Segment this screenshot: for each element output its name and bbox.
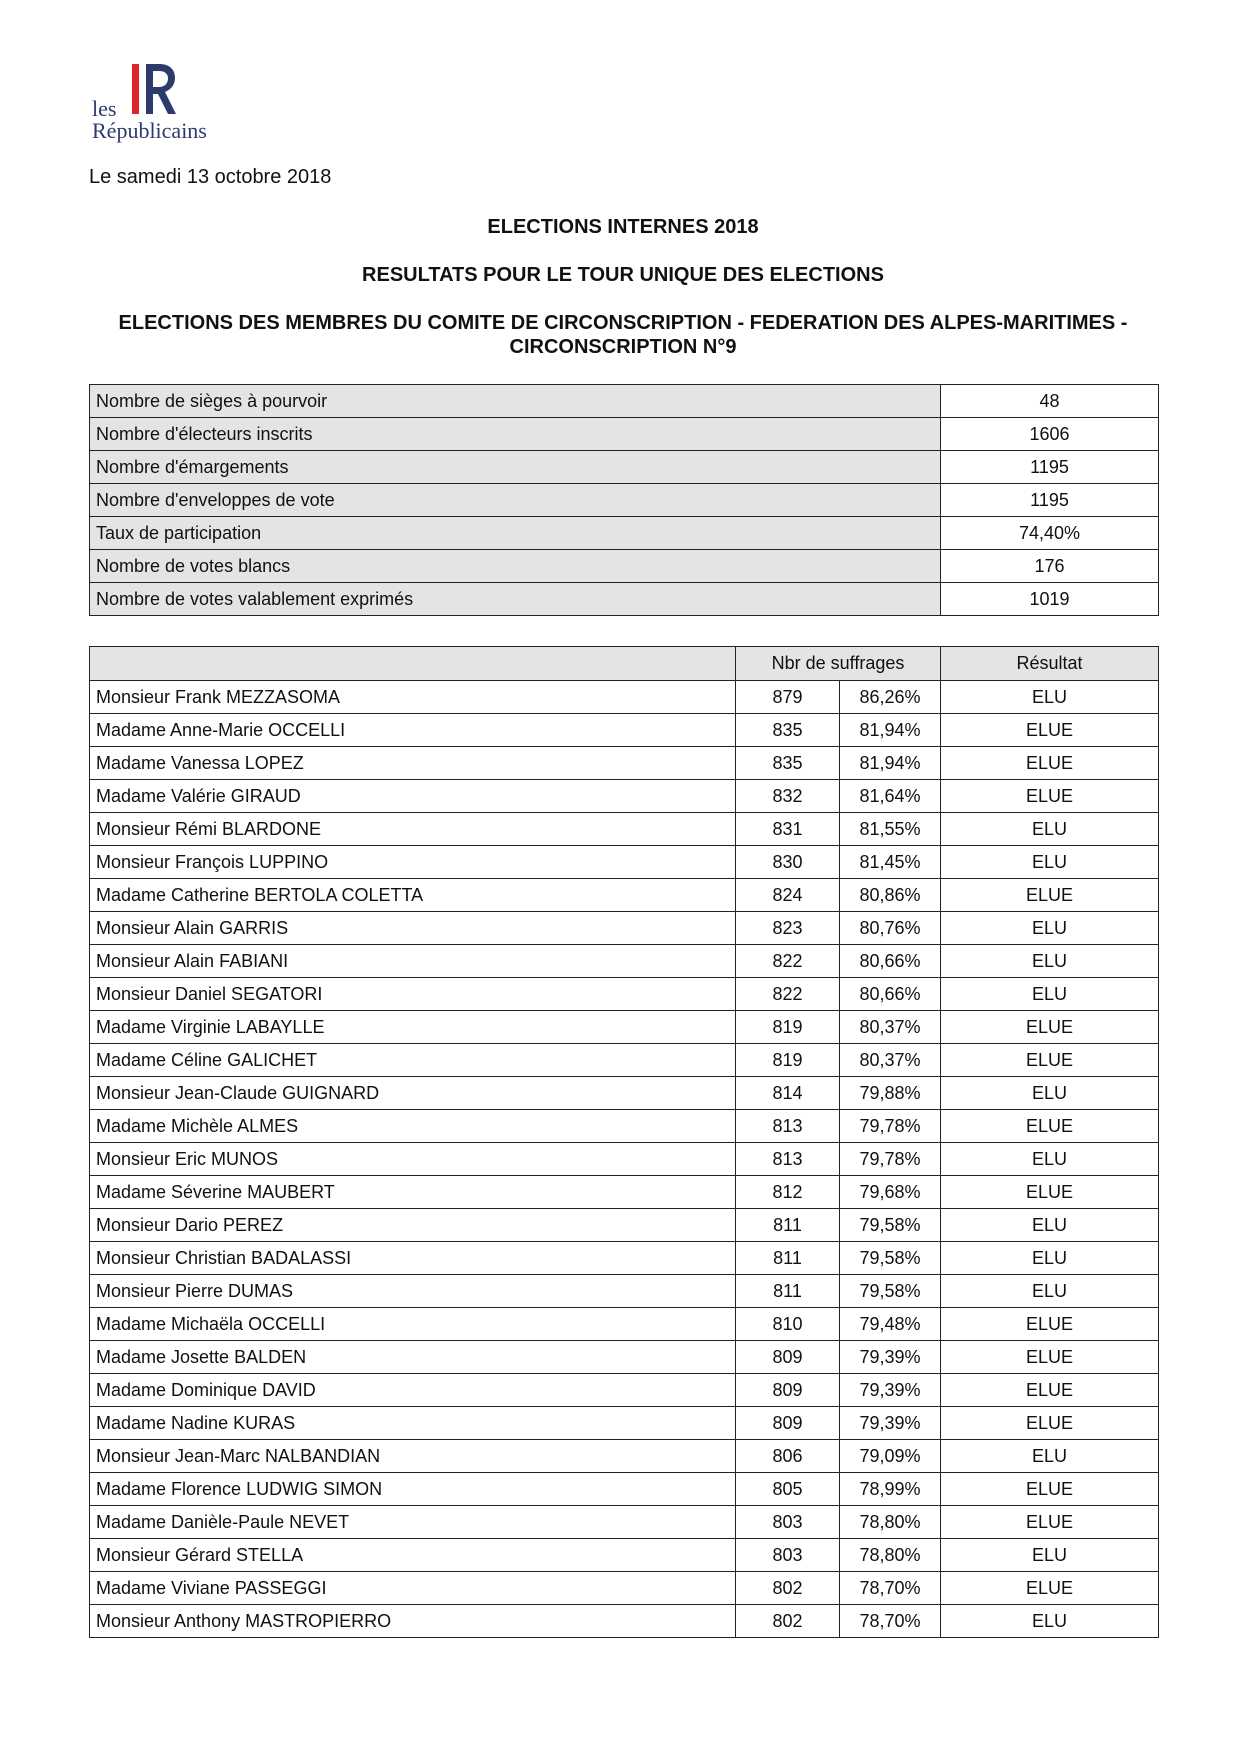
vote-count: 813 bbox=[736, 1143, 840, 1176]
table-row bbox=[90, 1044, 1159, 1077]
vote-percentage: 80,76% bbox=[840, 912, 941, 945]
vote-percentage: 80,66% bbox=[840, 945, 941, 978]
vote-percentage: 78,99% bbox=[840, 1473, 941, 1506]
vote-percentage: 78,80% bbox=[840, 1506, 941, 1539]
vote-percentage: 79,39% bbox=[840, 1374, 941, 1407]
header-votes: Nbr de suffrages bbox=[736, 647, 941, 681]
table-row bbox=[90, 912, 1159, 945]
vote-count: 811 bbox=[736, 1209, 840, 1242]
election-result: ELUE bbox=[941, 747, 1159, 780]
election-result: ELU bbox=[941, 1077, 1159, 1110]
stat-label: Nombre d'électeurs inscrits bbox=[90, 418, 941, 451]
stats-row bbox=[90, 550, 1159, 583]
candidate-name: Monsieur Daniel SEGATORI bbox=[90, 978, 736, 1011]
vote-count: 805 bbox=[736, 1473, 840, 1506]
election-result: ELU bbox=[941, 945, 1159, 978]
vote-percentage: 81,64% bbox=[840, 780, 941, 813]
election-result: ELUE bbox=[941, 1341, 1159, 1374]
table-row bbox=[90, 1110, 1159, 1143]
election-result: ELU bbox=[941, 1143, 1159, 1176]
vote-count: 823 bbox=[736, 912, 840, 945]
candidate-name: Monsieur Pierre DUMAS bbox=[90, 1275, 736, 1308]
stat-label: Nombre d'enveloppes de vote bbox=[90, 484, 941, 517]
candidate-name: Monsieur Alain GARRIS bbox=[90, 912, 736, 945]
candidate-name: Madame Vanessa LOPEZ bbox=[90, 747, 736, 780]
table-row bbox=[90, 1473, 1159, 1506]
table-row bbox=[90, 846, 1159, 879]
table-row bbox=[90, 1077, 1159, 1110]
vote-count: 824 bbox=[736, 879, 840, 912]
candidate-name: Madame Catherine BERTOLA COLETTA bbox=[90, 879, 736, 912]
stat-label: Taux de participation bbox=[90, 517, 941, 550]
vote-count: 819 bbox=[736, 1011, 840, 1044]
date-line: Le samedi 13 octobre 2018 bbox=[89, 166, 332, 188]
vote-count: 832 bbox=[736, 780, 840, 813]
table-row bbox=[90, 747, 1159, 780]
candidate-name: Madame Florence LUDWIG SIMON bbox=[90, 1473, 736, 1506]
vote-percentage: 79,78% bbox=[840, 1143, 941, 1176]
candidate-name: Monsieur Jean-Marc NALBANDIAN bbox=[90, 1440, 736, 1473]
candidate-name: Madame Anne-Marie OCCELLI bbox=[90, 714, 736, 747]
vote-percentage: 79,88% bbox=[840, 1077, 941, 1110]
vote-percentage: 81,94% bbox=[840, 714, 941, 747]
election-result: ELU bbox=[941, 1209, 1159, 1242]
election-result: ELU bbox=[941, 681, 1159, 714]
vote-percentage: 79,58% bbox=[840, 1242, 941, 1275]
candidate-name: Madame Josette BALDEN bbox=[90, 1341, 736, 1374]
table-row bbox=[90, 978, 1159, 1011]
vote-percentage: 79,58% bbox=[840, 1275, 941, 1308]
vote-percentage: 80,66% bbox=[840, 978, 941, 1011]
results-table bbox=[89, 646, 1159, 1638]
candidate-name: Monsieur Jean-Claude GUIGNARD bbox=[90, 1077, 736, 1110]
stat-label: Nombre d'émargements bbox=[90, 451, 941, 484]
candidate-name: Madame Séverine MAUBERT bbox=[90, 1176, 736, 1209]
table-row bbox=[90, 1341, 1159, 1374]
election-result: ELUE bbox=[941, 1011, 1159, 1044]
election-result: ELU bbox=[941, 912, 1159, 945]
table-row bbox=[90, 1440, 1159, 1473]
table-row bbox=[90, 879, 1159, 912]
table-row bbox=[90, 1506, 1159, 1539]
table-row bbox=[90, 1605, 1159, 1638]
vote-count: 810 bbox=[736, 1308, 840, 1341]
candidate-name: Madame Nadine KURAS bbox=[90, 1407, 736, 1440]
candidate-name: Madame Céline GALICHET bbox=[90, 1044, 736, 1077]
vote-count: 814 bbox=[736, 1077, 840, 1110]
vote-count: 802 bbox=[736, 1605, 840, 1638]
vote-count: 809 bbox=[736, 1407, 840, 1440]
table-row bbox=[90, 1143, 1159, 1176]
election-result: ELUE bbox=[941, 1374, 1159, 1407]
candidate-name: Madame Valérie GIRAUD bbox=[90, 780, 736, 813]
election-result: ELUE bbox=[941, 1407, 1159, 1440]
election-result: ELUE bbox=[941, 1473, 1159, 1506]
document-title: ELECTIONS INTERNES 2018 bbox=[487, 216, 759, 238]
candidate-name: Madame Dominique DAVID bbox=[90, 1374, 736, 1407]
vote-count: 803 bbox=[736, 1506, 840, 1539]
table-row bbox=[90, 1539, 1159, 1572]
election-result: ELU bbox=[941, 813, 1159, 846]
vote-count: 811 bbox=[736, 1275, 840, 1308]
election-result: ELUE bbox=[941, 1308, 1159, 1341]
election-description-line-1: ELECTIONS DES MEMBRES DU COMITE DE CIRCONSCRIPTION - FEDERATION DES ALPES-MARITIMES - bbox=[118, 312, 1128, 334]
logo-text-les: les bbox=[92, 96, 117, 121]
table-row bbox=[90, 681, 1159, 714]
vote-percentage: 78,80% bbox=[840, 1539, 941, 1572]
candidate-name: Monsieur François LUPPINO bbox=[90, 846, 736, 879]
vote-count: 835 bbox=[736, 747, 840, 780]
stats-row bbox=[90, 385, 1159, 418]
candidate-name: Monsieur Eric MUNOS bbox=[90, 1143, 736, 1176]
candidate-name: Monsieur Gérard STELLA bbox=[90, 1539, 736, 1572]
vote-count: 835 bbox=[736, 714, 840, 747]
election-result: ELUE bbox=[941, 714, 1159, 747]
les-republicains-logo bbox=[88, 58, 228, 148]
vote-percentage: 78,70% bbox=[840, 1572, 941, 1605]
election-result: ELU bbox=[941, 1605, 1159, 1638]
table-row bbox=[90, 780, 1159, 813]
vote-percentage: 79,39% bbox=[840, 1341, 941, 1374]
candidate-name: Monsieur Frank MEZZASOMA bbox=[90, 681, 736, 714]
stat-value: 1019 bbox=[941, 583, 1159, 616]
stat-label: Nombre de sièges à pourvoir bbox=[90, 385, 941, 418]
candidate-name: Monsieur Dario PEREZ bbox=[90, 1209, 736, 1242]
stat-value: 1195 bbox=[941, 451, 1159, 484]
logo-text-republicains: Républicains bbox=[92, 118, 207, 143]
candidate-name: Madame Michaëla OCCELLI bbox=[90, 1308, 736, 1341]
candidate-name: Monsieur Anthony MASTROPIERRO bbox=[90, 1605, 736, 1638]
table-row bbox=[90, 1176, 1159, 1209]
stat-label: Nombre de votes valablement exprimés bbox=[90, 583, 941, 616]
stats-row bbox=[90, 451, 1159, 484]
table-row bbox=[90, 1374, 1159, 1407]
stats-row bbox=[90, 517, 1159, 550]
vote-count: 806 bbox=[736, 1440, 840, 1473]
vote-count: 802 bbox=[736, 1572, 840, 1605]
vote-percentage: 79,48% bbox=[840, 1308, 941, 1341]
vote-percentage: 79,09% bbox=[840, 1440, 941, 1473]
results-header-row bbox=[90, 647, 1159, 681]
election-result: ELU bbox=[941, 1440, 1159, 1473]
candidate-name: Monsieur Rémi BLARDONE bbox=[90, 813, 736, 846]
stat-value: 74,40% bbox=[941, 517, 1159, 550]
table-row bbox=[90, 714, 1159, 747]
document-subtitle: RESULTATS POUR LE TOUR UNIQUE DES ELECTIONS bbox=[362, 264, 884, 286]
vote-percentage: 80,37% bbox=[840, 1044, 941, 1077]
election-result: ELU bbox=[941, 1275, 1159, 1308]
lr-monogram-icon bbox=[130, 62, 180, 118]
stat-value: 176 bbox=[941, 550, 1159, 583]
election-result: ELUE bbox=[941, 1110, 1159, 1143]
vote-percentage: 80,37% bbox=[840, 1011, 941, 1044]
summary-stats-table bbox=[89, 384, 1159, 616]
vote-count: 812 bbox=[736, 1176, 840, 1209]
candidate-name: Madame Virginie LABAYLLE bbox=[90, 1011, 736, 1044]
election-result: ELU bbox=[941, 978, 1159, 1011]
table-row bbox=[90, 1011, 1159, 1044]
vote-count: 879 bbox=[736, 681, 840, 714]
vote-percentage: 79,58% bbox=[840, 1209, 941, 1242]
stat-label: Nombre de votes blancs bbox=[90, 550, 941, 583]
candidate-name: Monsieur Alain FABIANI bbox=[90, 945, 736, 978]
vote-count: 803 bbox=[736, 1539, 840, 1572]
election-description bbox=[89, 311, 1157, 359]
header-candidate bbox=[90, 647, 736, 681]
table-row bbox=[90, 1275, 1159, 1308]
vote-percentage: 81,55% bbox=[840, 813, 941, 846]
stat-value: 1195 bbox=[941, 484, 1159, 517]
election-result: ELUE bbox=[941, 1506, 1159, 1539]
vote-count: 822 bbox=[736, 978, 840, 1011]
vote-count: 819 bbox=[736, 1044, 840, 1077]
election-result: ELUE bbox=[941, 780, 1159, 813]
vote-percentage: 78,70% bbox=[840, 1605, 941, 1638]
vote-percentage: 80,86% bbox=[840, 879, 941, 912]
table-row bbox=[90, 1407, 1159, 1440]
table-row bbox=[90, 813, 1159, 846]
candidate-name: Madame Danièle-Paule NEVET bbox=[90, 1506, 736, 1539]
election-description-line-2: CIRCONSCRIPTION N°9 bbox=[509, 336, 737, 358]
vote-count: 809 bbox=[736, 1374, 840, 1407]
vote-percentage: 81,94% bbox=[840, 747, 941, 780]
vote-percentage: 79,68% bbox=[840, 1176, 941, 1209]
table-row bbox=[90, 1308, 1159, 1341]
vote-count: 813 bbox=[736, 1110, 840, 1143]
candidate-name: Madame Michèle ALMES bbox=[90, 1110, 736, 1143]
stat-value: 48 bbox=[941, 385, 1159, 418]
stats-row bbox=[90, 583, 1159, 616]
header-result: Résultat bbox=[941, 647, 1159, 681]
stats-row bbox=[90, 418, 1159, 451]
table-row bbox=[90, 1209, 1159, 1242]
table-row bbox=[90, 1242, 1159, 1275]
stats-row bbox=[90, 484, 1159, 517]
table-row bbox=[90, 1572, 1159, 1605]
vote-percentage: 81,45% bbox=[840, 846, 941, 879]
vote-count: 809 bbox=[736, 1341, 840, 1374]
stat-value: 1606 bbox=[941, 418, 1159, 451]
vote-count: 822 bbox=[736, 945, 840, 978]
candidate-name: Monsieur Christian BADALASSI bbox=[90, 1242, 736, 1275]
election-result: ELU bbox=[941, 1539, 1159, 1572]
election-result: ELUE bbox=[941, 1044, 1159, 1077]
vote-percentage: 79,78% bbox=[840, 1110, 941, 1143]
election-result: ELUE bbox=[941, 1176, 1159, 1209]
vote-percentage: 79,39% bbox=[840, 1407, 941, 1440]
election-result: ELU bbox=[941, 1242, 1159, 1275]
election-result: ELUE bbox=[941, 879, 1159, 912]
vote-count: 811 bbox=[736, 1242, 840, 1275]
election-result: ELUE bbox=[941, 1572, 1159, 1605]
vote-percentage: 86,26% bbox=[840, 681, 941, 714]
candidate-name: Madame Viviane PASSEGGI bbox=[90, 1572, 736, 1605]
table-row bbox=[90, 945, 1159, 978]
vote-count: 830 bbox=[736, 846, 840, 879]
election-result: ELU bbox=[941, 846, 1159, 879]
vote-count: 831 bbox=[736, 813, 840, 846]
